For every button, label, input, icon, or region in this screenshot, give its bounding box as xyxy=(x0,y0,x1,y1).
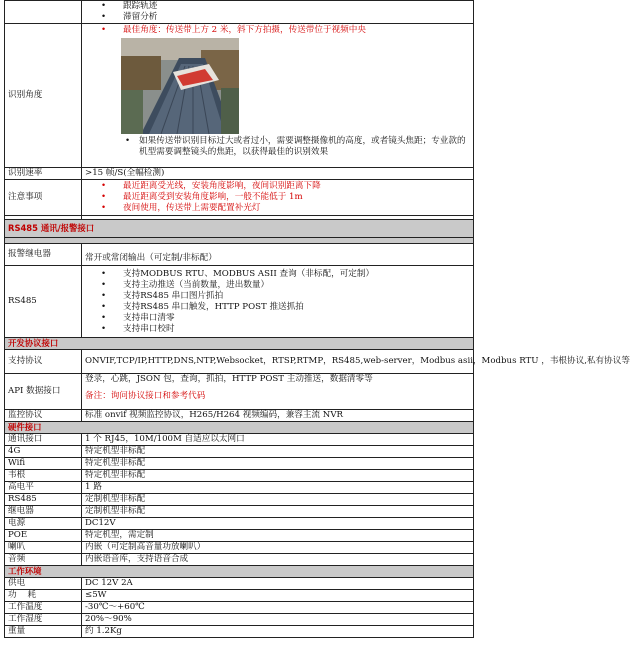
table-row xyxy=(5,590,474,602)
table-row xyxy=(5,602,474,614)
dev-section-row xyxy=(5,338,474,350)
hw-label: POE xyxy=(5,530,82,542)
protocols-label: 支持协议 xyxy=(5,350,82,374)
table-row xyxy=(5,506,474,518)
rs485-list xyxy=(85,269,470,335)
table-row xyxy=(5,482,474,494)
hw-label: 电源 xyxy=(5,518,82,530)
list-item: • 支持主动推送（当前数量，进出数量） xyxy=(101,280,470,291)
conveyor-photo xyxy=(121,38,239,134)
speed-value: >15 帧/S(全幅检测) xyxy=(82,168,474,180)
hw-value: DC12V xyxy=(82,518,474,530)
row-label-empty xyxy=(5,1,82,24)
cautions-label: 注意事项 xyxy=(5,180,82,216)
table-row xyxy=(5,554,474,566)
table-row xyxy=(5,530,474,542)
hw-value: 特定机型，需定制 xyxy=(82,530,474,542)
hw-value: 定制机型非标配 xyxy=(82,506,474,518)
table-row xyxy=(5,446,474,458)
angle-label: 识别角度 xyxy=(5,24,82,168)
angle-best: • 最佳角度：传送带上方 2 米，斜下方拍摄，传送带位于视频中央 xyxy=(101,25,470,36)
api-label: API 数据接口 xyxy=(5,374,82,410)
monitor-label: 监控协议 xyxy=(5,410,82,422)
section-heading: 工作环境 xyxy=(5,566,474,578)
list-item: • 支持串口清零 xyxy=(101,313,470,324)
recognition-feature-list xyxy=(85,1,470,23)
api-row xyxy=(5,374,474,410)
hw-label: 4G xyxy=(5,446,82,458)
hw-label: 喇叭 xyxy=(5,542,82,554)
hw-value: 特定机型非标配 xyxy=(82,458,474,470)
table-row xyxy=(5,434,474,446)
hw-label: 音频 xyxy=(5,554,82,566)
env-label: 工作湿度 xyxy=(5,614,82,626)
list-item: • 跟踪轨迹 xyxy=(101,1,470,12)
env-label: 工作温度 xyxy=(5,602,82,614)
hw-section-row xyxy=(5,422,474,434)
hw-label: 高电平 xyxy=(5,482,82,494)
list-item: • 最近距离受到安装角度影响，一般不能低于 1m xyxy=(101,192,470,203)
list-item: • 滞留分析 xyxy=(101,12,470,23)
hw-value: 1 个 RJ45，10M/100M 自适应以太网口 xyxy=(82,434,474,446)
rs485-label: RS485 xyxy=(5,266,82,338)
hw-label: 韦根 xyxy=(5,470,82,482)
section-heading: 开发协议接口 xyxy=(5,338,474,350)
list-item: • 支持RS485 串口图片抓拍 xyxy=(101,291,470,302)
rs485-row xyxy=(5,266,474,338)
section-heading: RS485 通讯/报警接口 xyxy=(5,220,474,238)
bullet-icon: • xyxy=(125,136,131,146)
table-row xyxy=(5,518,474,530)
hw-value: 特定机型非标配 xyxy=(82,470,474,482)
hw-value: 内嵌语音库，支持语音合成 xyxy=(82,554,474,566)
list-item: • 支持串口校时 xyxy=(101,324,470,335)
cautions-row xyxy=(5,180,474,216)
hw-label: RS485 xyxy=(5,494,82,506)
env-value: DC 12V 2A xyxy=(82,578,474,590)
protocols-value: ONVIF,TCP/IP,HTTP,DNS,NTP,Websocket，RTSP,RTMP，RS485,web-server，Modbus asii，Modbus RTU ，韦根协议,私有协议等 xyxy=(82,350,474,374)
spec-table xyxy=(4,0,630,638)
env-value: -30℃～+60℃ xyxy=(82,602,474,614)
table-row xyxy=(5,458,474,470)
table-row xyxy=(5,494,474,506)
monitor-value: 标准 onvif 视频监控协议，H265/H264 视频编码，兼容主流 NVR xyxy=(82,410,474,422)
table-row xyxy=(5,470,474,482)
section-heading: 硬件接口 xyxy=(5,422,474,434)
hw-label: 通讯接口 xyxy=(5,434,82,446)
api-value: 登录，心跳，JSON 包，查询，抓拍，HTTP POST 主动推送，数据清零等 xyxy=(85,374,373,384)
list-item: • 夜间使用，传送带上需要配置补光灯 xyxy=(101,203,470,214)
hw-value: 内嵌（可定制高音量功放喇叭） xyxy=(82,542,474,554)
protocols-row xyxy=(5,350,474,374)
list-item: • 支持RS485 串口触发，HTTP POST 推送抓拍 xyxy=(101,302,470,313)
hw-value: 1 路 xyxy=(82,482,474,494)
speed-label: 识别速率 xyxy=(5,168,82,180)
env-value: 约 1.2Kg xyxy=(82,626,474,638)
cautions-list xyxy=(85,181,470,214)
env-label: 供电 xyxy=(5,578,82,590)
angle-note: 如果传送带识别目标过大或者过小，需要调整摄像机的高度，或者镜头焦距；专业款的机型需要调整镜头的焦距，以获得最佳的识别效果 xyxy=(139,136,466,157)
table-row xyxy=(5,578,474,590)
rs485-section-row xyxy=(5,220,474,238)
table-row xyxy=(5,614,474,626)
monitor-row xyxy=(5,410,474,422)
list-item: • 最近距离受光线，安装角度影响，夜间识别距离下降 xyxy=(101,181,470,192)
list-item: • 支持MODBUS RTU、MODBUS ASII 查询（非标配，可定制） xyxy=(101,269,470,280)
relay-value: 常开或常闭输出（可定制/非标配） xyxy=(82,244,474,266)
env-value: 20%～90% xyxy=(82,614,474,626)
api-note: 备注：询问协议接口和参考代码 xyxy=(85,391,206,401)
env-section-row xyxy=(5,566,474,578)
table-row xyxy=(5,542,474,554)
hw-value: 定制机型非标配 xyxy=(82,494,474,506)
conveyor-belt-image xyxy=(121,38,239,134)
relay-row xyxy=(5,244,474,266)
env-label: 重量 xyxy=(5,626,82,638)
env-label: 功 耗 xyxy=(5,590,82,602)
relay-label: 报警继电器 xyxy=(5,244,82,266)
table-row xyxy=(5,626,474,638)
angle-row xyxy=(5,24,474,168)
env-value: ≤5W xyxy=(82,590,474,602)
speed-row xyxy=(5,168,474,180)
hw-label: 继电器 xyxy=(5,506,82,518)
hw-value: 特定机型非标配 xyxy=(82,446,474,458)
recognition-features-row xyxy=(5,1,474,24)
hw-label: Wifi xyxy=(5,458,82,470)
